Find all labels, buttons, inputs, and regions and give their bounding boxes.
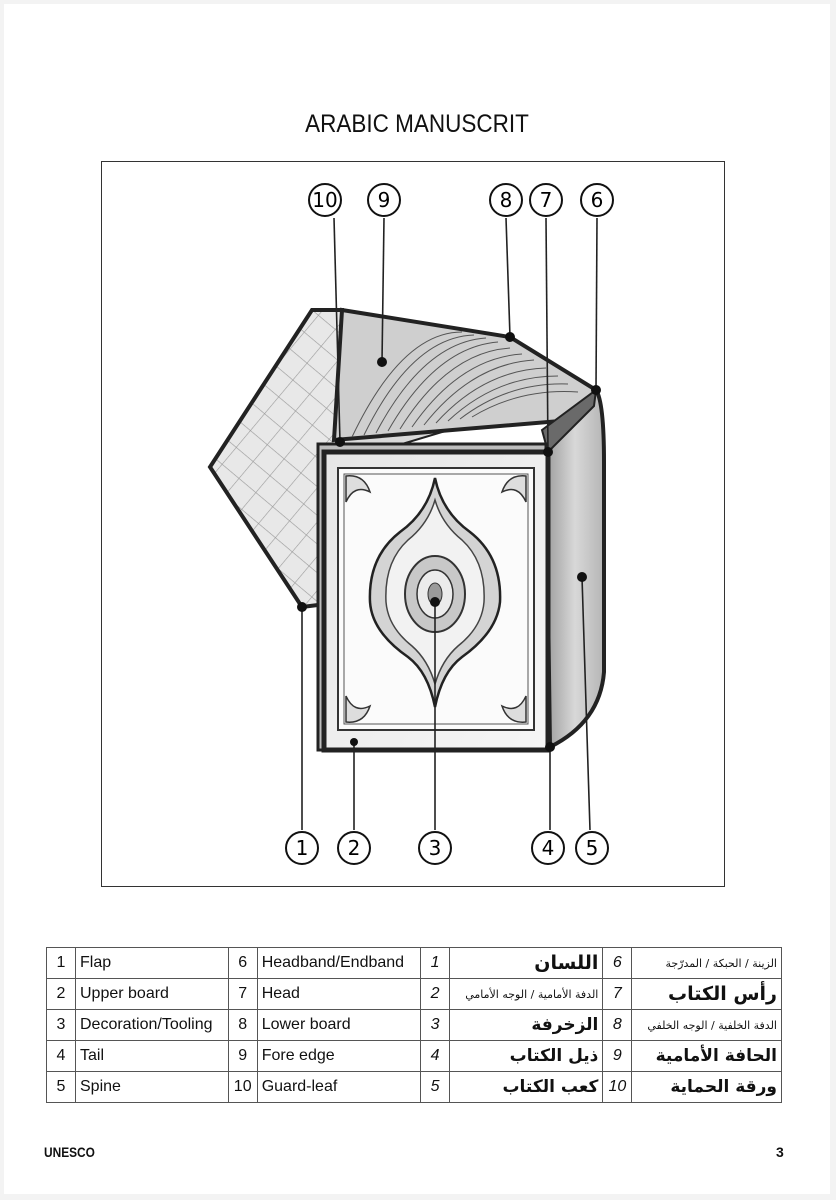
svg-text:7: 7	[539, 188, 553, 212]
legend-label: Lower board	[257, 1010, 420, 1041]
svg-text:6: 6	[590, 188, 604, 212]
legend-number: 10	[228, 1072, 257, 1103]
legend-arabic-label: الزخرفة	[450, 1010, 603, 1041]
svg-text:2: 2	[347, 836, 361, 860]
legend-arabic-number: 7	[603, 979, 632, 1010]
legend-arabic-label: الدفة الخلفية / الوجه الخلفي	[632, 1010, 782, 1041]
legend-arabic-label: الدفة الأمامية / الوجه الأمامي	[450, 979, 603, 1010]
legend-arabic-label: كعب الكتاب	[450, 1072, 603, 1103]
svg-text:4: 4	[541, 836, 555, 860]
legend-arabic-label: الحافة الأمامية	[632, 1041, 782, 1072]
legend-arabic-number: 4	[421, 1041, 450, 1072]
legend-arabic-number: 6	[603, 948, 632, 979]
legend-arabic-label: ذيل الكتاب	[450, 1041, 603, 1072]
legend-arabic-label: ورقة الحماية	[632, 1072, 782, 1103]
legend-number: 9	[228, 1041, 257, 1072]
legend-label: Headband/Endband	[257, 948, 420, 979]
page	[4, 4, 830, 1194]
callout-6	[581, 184, 613, 216]
svg-text:3: 3	[428, 836, 442, 860]
callout-8	[490, 184, 522, 216]
legend-label: Guard-leaf	[257, 1072, 420, 1103]
page-title: ARABIC MANUSCRIT	[305, 110, 529, 138]
legend-label: Upper board	[76, 979, 229, 1010]
legend-label: Tail	[76, 1041, 229, 1072]
legend-number: 2	[47, 979, 76, 1010]
footer-publisher: UNESCO	[44, 1144, 95, 1160]
legend-row	[47, 1010, 782, 1041]
callout-4	[532, 832, 564, 864]
legend-arabic-number: 5	[421, 1072, 450, 1103]
legend-number: 5	[47, 1072, 76, 1103]
legend-label: Flap	[76, 948, 229, 979]
callout-5	[576, 832, 608, 864]
legend-number: 8	[228, 1010, 257, 1041]
legend-row	[47, 1041, 782, 1072]
svg-text:9: 9	[377, 188, 391, 212]
legend-label: Head	[257, 979, 420, 1010]
callout-2	[338, 832, 370, 864]
legend-label: Spine	[76, 1072, 229, 1103]
legend-arabic-number: 10	[603, 1072, 632, 1103]
legend-row	[47, 948, 782, 979]
callout-10	[309, 184, 341, 216]
manuscript-drawing	[102, 162, 724, 886]
callout-1	[286, 832, 318, 864]
page-number: 3	[776, 1144, 784, 1160]
legend-table	[46, 947, 782, 1103]
svg-text:10: 10	[312, 188, 338, 212]
legend-row	[47, 1072, 782, 1103]
callout-3	[419, 832, 451, 864]
svg-text:1: 1	[295, 836, 309, 860]
legend-row	[47, 979, 782, 1010]
legend-arabic-label: الزينة / الحبكة / المدرّجة	[632, 948, 782, 979]
svg-text:8: 8	[499, 188, 513, 212]
legend-number: 4	[47, 1041, 76, 1072]
legend-number: 3	[47, 1010, 76, 1041]
legend-number: 1	[47, 948, 76, 979]
legend-arabic-number: 2	[421, 979, 450, 1010]
legend-number: 6	[228, 948, 257, 979]
legend-arabic-number: 8	[603, 1010, 632, 1041]
svg-text:5: 5	[585, 836, 599, 860]
manuscript-illustration	[101, 161, 725, 887]
legend-arabic-label: رأس الكتاب	[632, 979, 782, 1010]
legend-arabic-number: 1	[421, 948, 450, 979]
legend-arabic-number: 3	[421, 1010, 450, 1041]
spine	[542, 390, 604, 747]
legend-label: Fore edge	[257, 1041, 420, 1072]
callout-7	[530, 184, 562, 216]
legend-arabic-number: 9	[603, 1041, 632, 1072]
legend-number: 7	[228, 979, 257, 1010]
callout-9	[368, 184, 400, 216]
legend-label: Decoration/Tooling	[76, 1010, 229, 1041]
legend-arabic-label: اللسان	[450, 948, 603, 979]
